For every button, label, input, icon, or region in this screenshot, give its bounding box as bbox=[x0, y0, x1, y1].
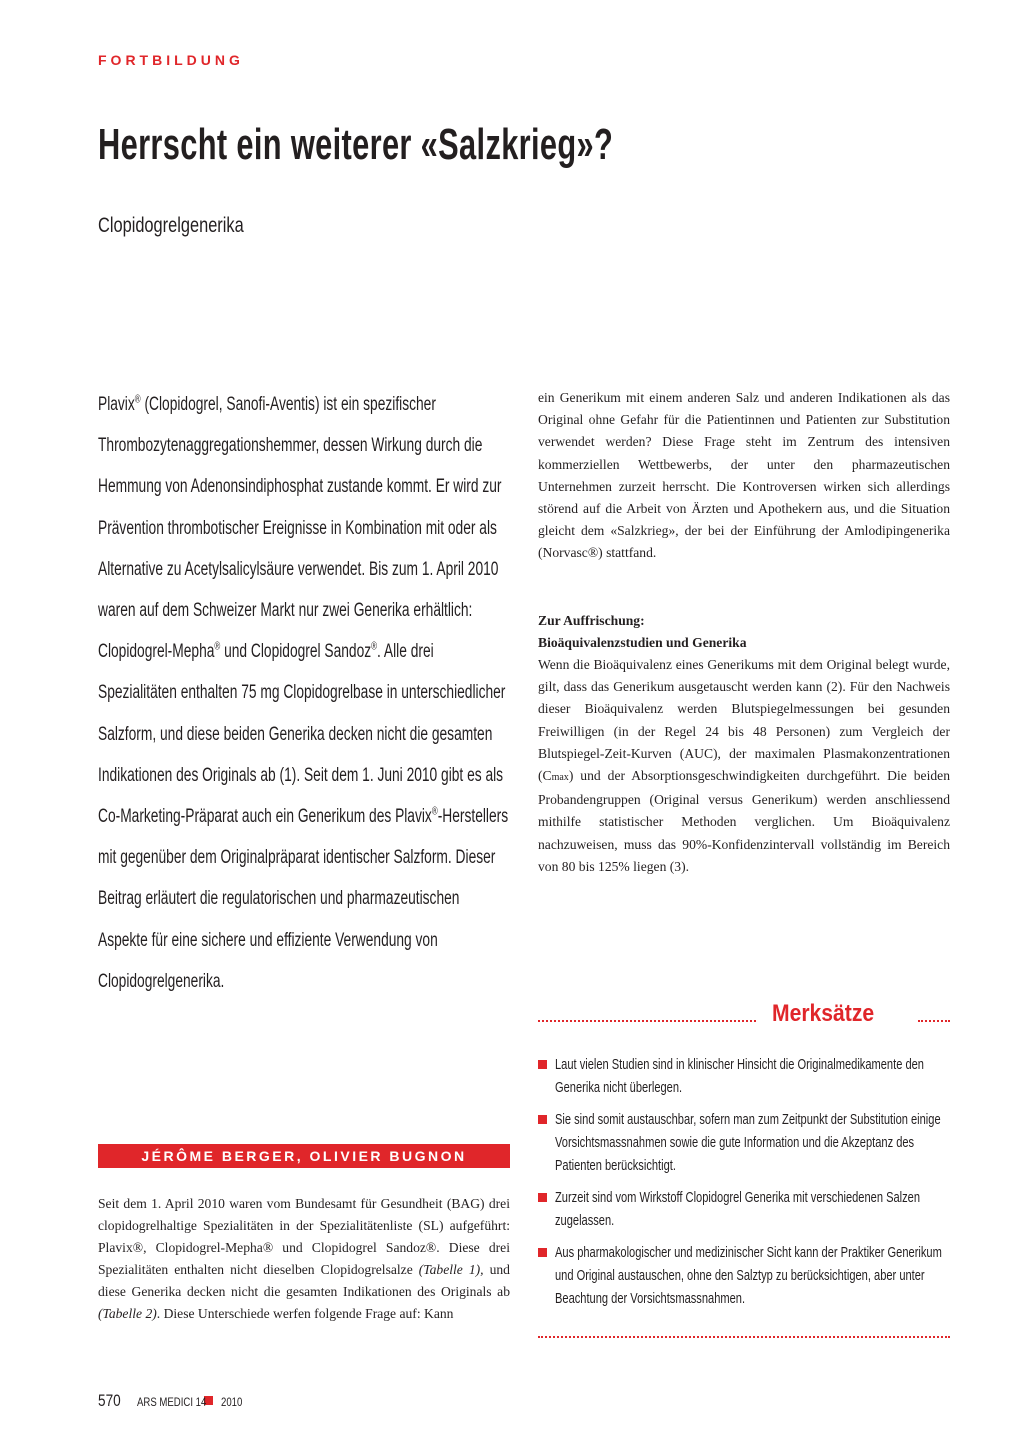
journal-year: 2010 bbox=[221, 1395, 243, 1409]
registered-mark: ® bbox=[134, 393, 141, 406]
authors: JÉRÔME BERGER, OLIVIER BUGNON bbox=[141, 1148, 467, 1164]
merksaetze-list bbox=[538, 1053, 950, 1319]
page-number: 570 bbox=[98, 1391, 121, 1410]
authors-bar bbox=[98, 1144, 510, 1168]
list-item-text: Laut vielen Studien sind in klinischer Hinsicht die Originalmedikamente den Generika nicht überlegen. bbox=[555, 1056, 924, 1096]
lead-text-5: -Herstellers mit gegenüber dem Originalpräparat identischer Salzform. Dieser Beitrag erläutert die regulatorischen und pharmazeutischen Aspekte für eine sichere und effiziente Verwendung von Clopidogrelgenerika. bbox=[98, 806, 509, 992]
list-item bbox=[538, 1186, 950, 1232]
lead-paragraph bbox=[98, 384, 508, 1002]
page-footer bbox=[98, 1391, 248, 1411]
list-item bbox=[538, 1108, 950, 1177]
recap-text-1: Wenn die Bioäquivalenz eines Generikums mit dem Original belegt wurde, gilt, dass das Generikum ausgetauscht werden kann (2). Für den Nachweis dieser Bioäquivalenz werden Blutspiegelmessungen bei gesunden Freiwilligen (in der Regel 24 bis 48 Personen) zum Vergleich der Blutspiegel-Zeit-Kurven (AUC), der maximalen Plasmakonzentrationen (C bbox=[538, 657, 950, 784]
table-reference-2: (Tabelle 2) bbox=[98, 1306, 157, 1321]
article-subtitle: Clopidogrelgenerika bbox=[98, 214, 244, 237]
body-text-right: ein Generikum mit einem anderen Salz und anderen Indikationen als das Original ohne Gefahr für die Patientinnen und Patienten zur Substitution verwendet werden? Diese Frage steht im Zentrum des intensiven kommerziellen Wettbewerbs, der unter den pharmazeutischen Unternehmen zurzeit herrscht. Die Kontroversen wirken sich allerdings störend auf die Arbeit von Ärzten und Apothekern aus, und die Situation gleicht dem «Salzkrieg», der bei der Einführung der Amlodipingenerika (Norvasc®) stattfand. bbox=[538, 390, 950, 561]
article-title: Herrscht ein weiterer «Salzkrieg»? bbox=[98, 120, 614, 169]
merksaetze-header bbox=[538, 1000, 950, 1030]
list-item-text: Aus pharmakologischer und medizinischer Sicht kann der Praktiker Generikum und Original austauschen, ohne den Salztyp zu berücksichtigen, aber unter Beachtung der Vorsichtsmassnahmen. bbox=[555, 1244, 942, 1307]
list-item bbox=[538, 1241, 950, 1310]
square-bullet-icon bbox=[538, 1060, 547, 1069]
section-label: FORTBILDUNG bbox=[98, 52, 244, 68]
body-text-left bbox=[98, 1193, 510, 1325]
recap-heading-1: Zur Auffrischung: bbox=[538, 613, 645, 628]
journal-name: ARS MEDICI 14 bbox=[136, 1395, 207, 1409]
lead-text-2: (Clopidogrel, Sanofi-Aventis) ist ein spezifischer Thrombozytenaggregationshemmer, dessen Wirkung durch die Hemmung von Adenonsindiphosphat zustande kommt. Er wird zur Prävention thrombotischer Ereignisse in Kombination mit oder als Alternative zu Acetylsalicylsäure verwendet. Bis zum 1. April 2010 waren auf dem Schweizer Markt nur zwei Generika erhältlich: Clopidogrel-Mepha bbox=[98, 394, 502, 663]
lead-text-3: und Clopidogrel Sandoz bbox=[220, 641, 372, 663]
registered-mark: ® bbox=[371, 640, 378, 653]
list-item bbox=[538, 1053, 950, 1099]
dotted-divider bbox=[538, 1020, 756, 1022]
table-reference-1: (Tabelle 1), bbox=[418, 1262, 484, 1277]
recap-text-2: ) und der Absorptionsgeschwindigkeiten durchgeführt. Die beiden Probandengruppen (Original versus Generikum) werden anschliessend mithilfe statistischer Methoden verglichen. Um Bioäquivalenz nachzuweisen, muss das 90%-Konfidenzintervall vollständig im Bereich von 80 bis 125% liegen (3). bbox=[538, 768, 950, 874]
square-bullet-icon bbox=[538, 1115, 547, 1124]
recap-heading-2: Bioäquivalenzstudien und Generika bbox=[538, 635, 747, 650]
lead-text-1: Plavix bbox=[98, 394, 135, 415]
dotted-divider bbox=[538, 1336, 950, 1338]
lead-text-4: . Alle drei Spezialitäten enthalten 75 mg Clopidogrelbase in unterschiedlicher Salzform, und diese beiden Generika decken nicht die gesamten Indikationen des Originals ab (1). Seit dem 1. Juni 2010 gibt es als Co-Marketing-Präparat auch ein Generikum des Plavix bbox=[98, 641, 506, 828]
list-item-text: Sie sind somit austauschbar, sofern man zum Zeitpunkt der Substitution einige Vorsichtsmassnahmen sowie die gute Information und die Akzeptanz des Patienten berücksichtigt. bbox=[555, 1111, 941, 1174]
recap-section bbox=[538, 610, 950, 878]
dotted-divider bbox=[918, 1020, 950, 1022]
body-left-text-1: Seit dem 1. April 2010 waren vom Bundesamt für Gesundheit (BAG) drei clopidogrelhaltige Spezialitäten in der Spezialitätenliste (SL) aufgeführt: Plavix®, Clopidogrel-Mepha® und Clopidogrel Sandoz®. Diese drei Spezialitäten enthalten nicht dieselben Clopidogrelsalze bbox=[98, 1196, 510, 1277]
body-left-text-3: . Diese Unterschiede werfen folgende Frage auf: Kann bbox=[156, 1306, 454, 1321]
registered-mark: ® bbox=[214, 640, 221, 653]
registered-mark: ® bbox=[431, 805, 438, 818]
square-bullet-icon bbox=[538, 1193, 547, 1202]
square-bullet-icon bbox=[538, 1248, 547, 1257]
list-item-text: Zurzeit sind vom Wirkstoff Clopidogrel Generika mit verschiedenen Salzen zugelassen. bbox=[555, 1189, 921, 1229]
recap-body bbox=[538, 654, 950, 878]
merksaetze-title: Merksätze bbox=[772, 1000, 875, 1027]
body-left-text-2: und diese Generika decken nicht die gesamten Indikationen des Originals ab bbox=[98, 1262, 510, 1299]
cmax-subscript: max bbox=[551, 772, 569, 784]
